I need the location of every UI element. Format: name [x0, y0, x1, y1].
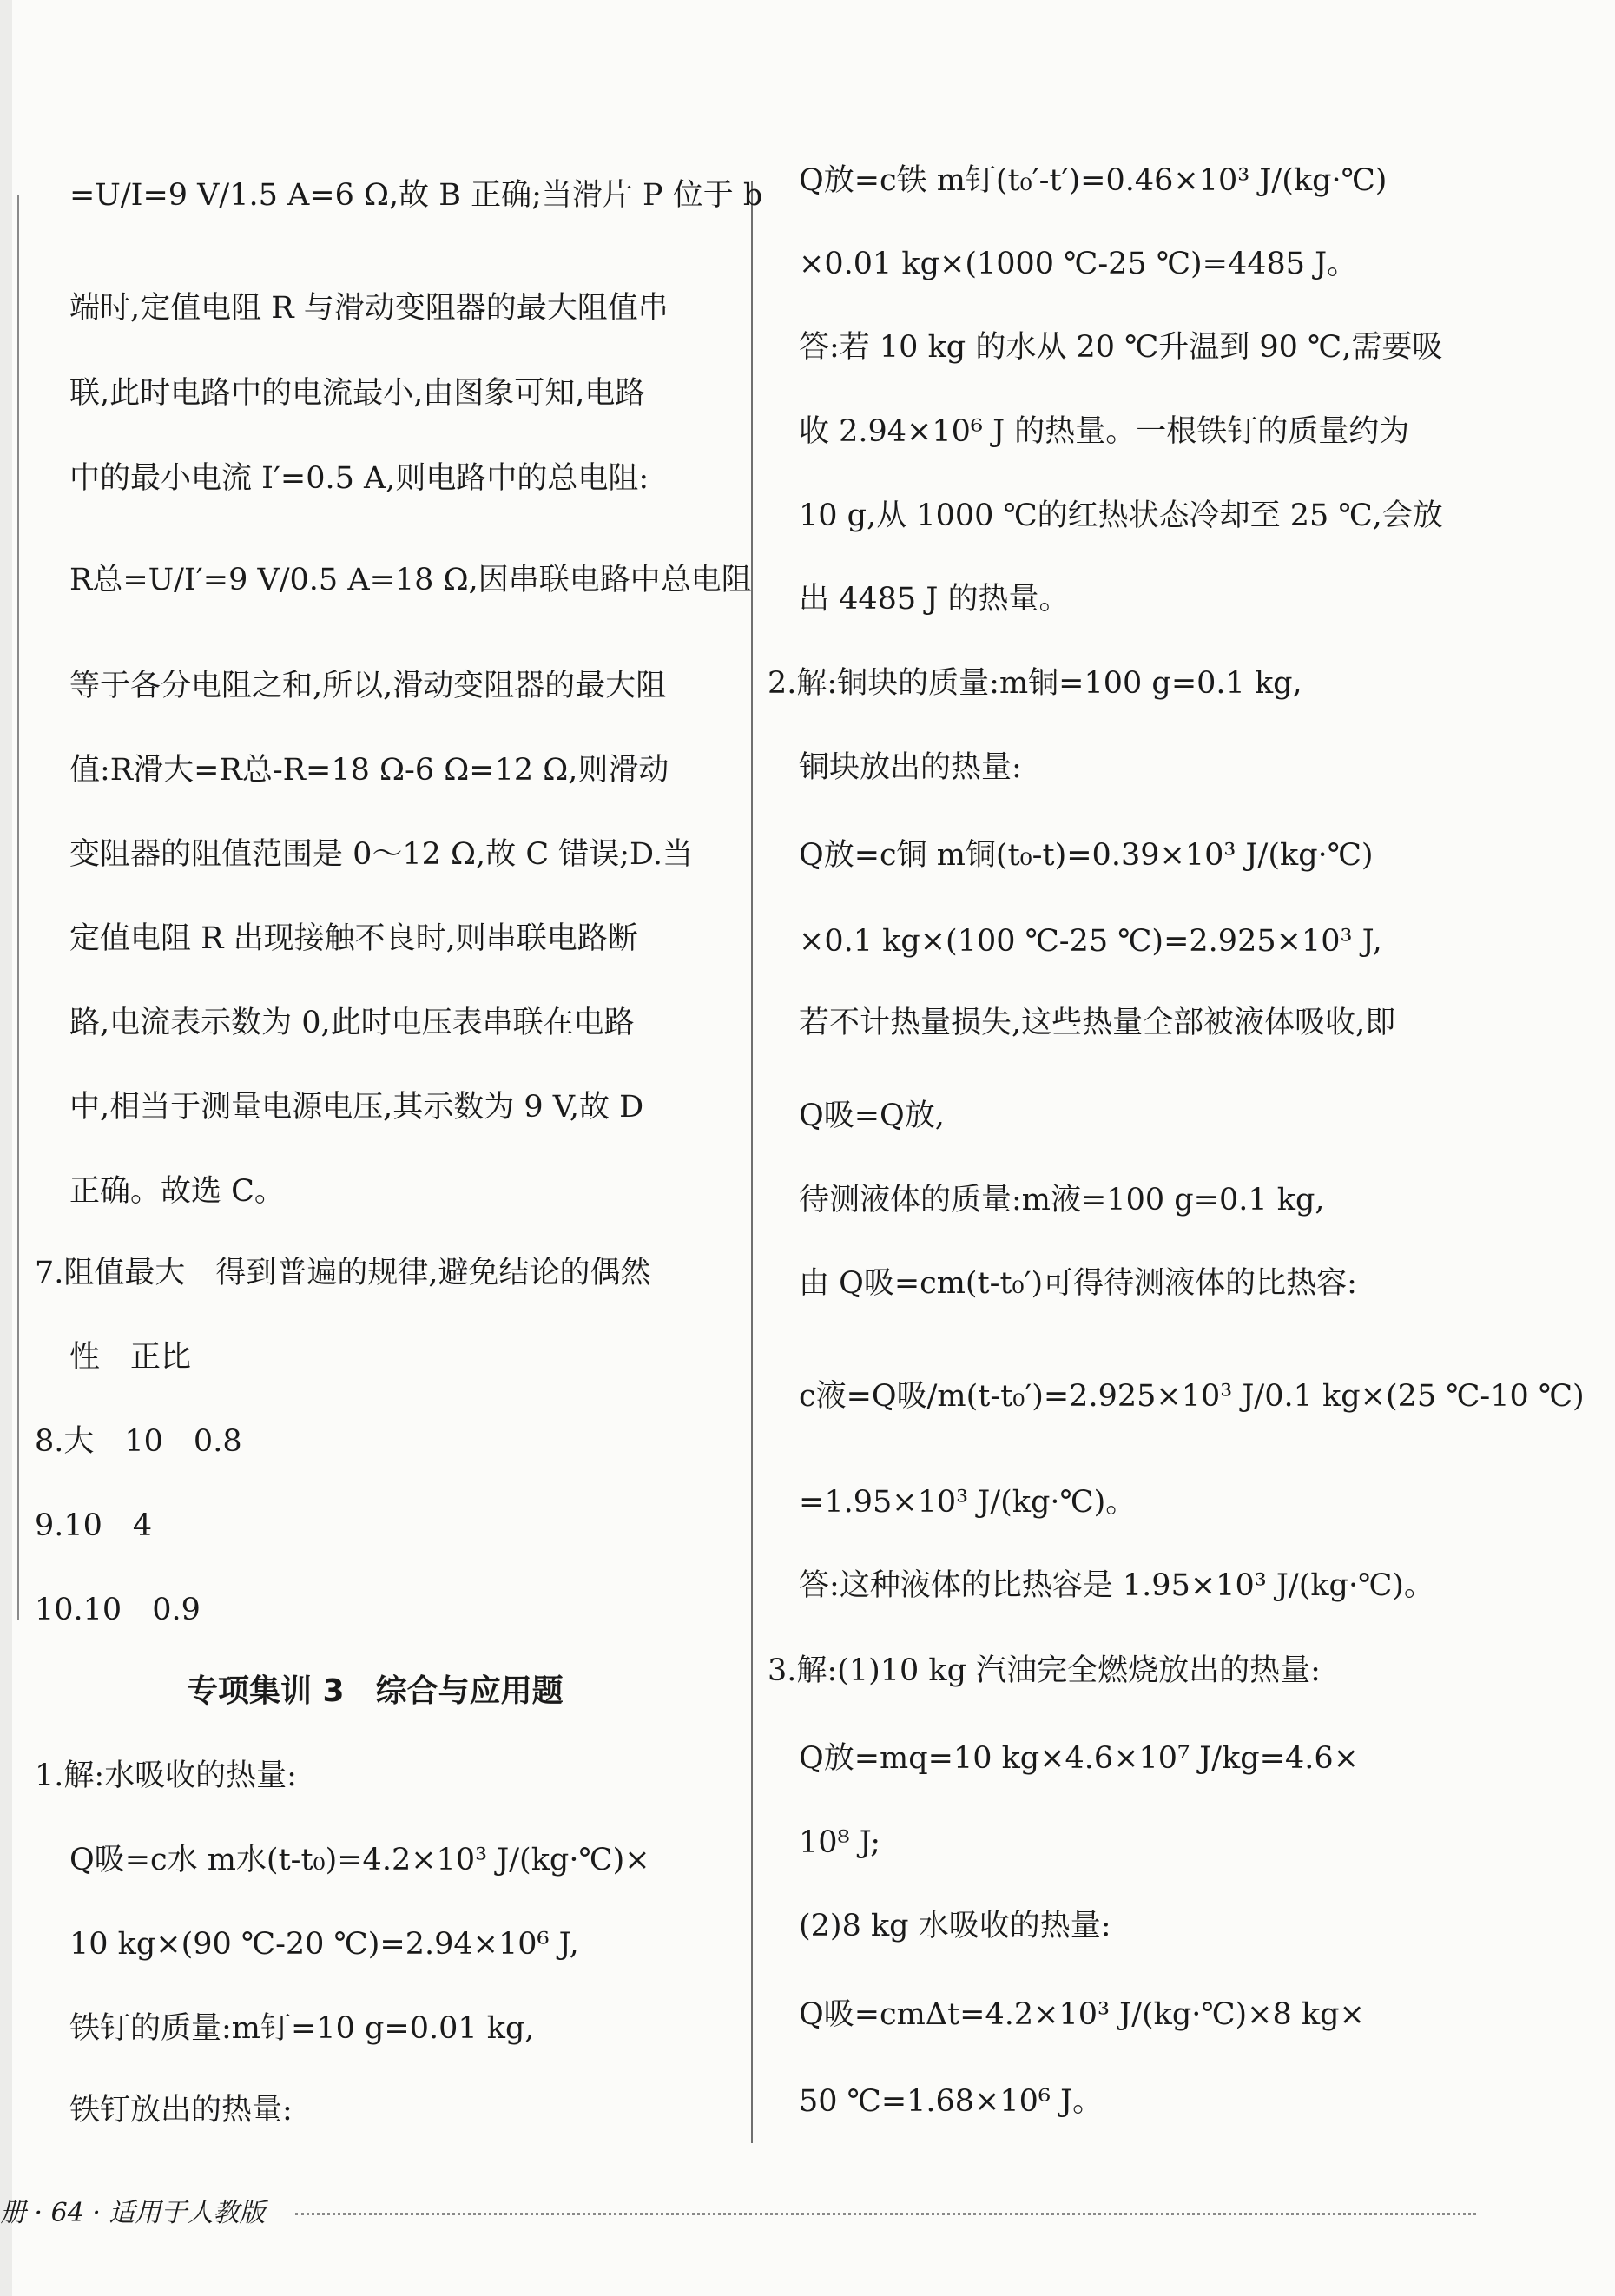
right-column-line: Q放=c铁 m钉(t₀′-t′)=0.46×10³ J/(kg·℃)	[799, 163, 1388, 198]
left-column-line: 8.大 10 0.8	[35, 1424, 242, 1459]
left-column-line: 值:R滑大=R总-R=18 Ω-6 Ω=12 Ω,则滑动	[69, 753, 669, 788]
left-column-line: Q吸=c水 m水(t-t₀)=4.2×10³ J/(kg·℃)×	[69, 1843, 650, 1877]
right-column-line: Q吸=cmΔt=4.2×10³ J/(kg·℃)×8 kg×	[799, 1997, 1365, 2032]
left-column-line: 路,电流表示数为 0,此时电压表串联在电路	[69, 1006, 635, 1040]
right-column-line: 出 4485 J 的热量。	[799, 582, 1070, 617]
right-column-line: 3.解:(1)10 kg 汽油完全燃烧放出的热量:	[768, 1653, 1321, 1688]
right-column-line: 10⁸ J;	[799, 1825, 881, 1860]
page-edge	[0, 0, 12, 2296]
right-column-line: 若不计热量损失,这些热量全部被液体吸收,即	[799, 1006, 1396, 1040]
right-column-line: 答:若 10 kg 的水从 20 ℃升温到 90 ℃,需要吸	[799, 330, 1443, 365]
left-column-line: 定值电阻 R 出现接触不良时,则串联电路断	[69, 921, 638, 956]
left-column-line: 性 正比	[69, 1340, 192, 1375]
right-column-line: 铜块放出的热量:	[799, 750, 1022, 785]
left-column-line: 铁钉的质量:m钉=10 g=0.01 kg,	[69, 2011, 535, 2046]
section-heading: 专项集训 3 综合与应用题	[187, 1673, 564, 1709]
right-column-line: (2)8 kg 水吸收的热量:	[799, 1909, 1111, 1943]
right-column-line: 答:这种液体的比热容是 1.95×10³ J/(kg·℃)。	[799, 1568, 1434, 1603]
right-column-line: 50 ℃=1.68×10⁶ J。	[799, 2084, 1104, 2119]
right-column-line: ×0.1 kg×(100 ℃-25 ℃)=2.925×10³ J,	[799, 924, 1382, 959]
right-column-line: 10 g,从 1000 ℃的红热状态冷却至 25 ℃,会放	[799, 498, 1443, 533]
left-column-line: 7.阻值最大 得到普遍的规律,避免结论的偶然	[35, 1256, 651, 1290]
right-column-line: =1.95×10³ J/(kg·℃)。	[799, 1485, 1137, 1520]
right-column-line: c液=Q吸/m(t-t₀′)=2.925×10³ J/0.1 kg×(25 ℃-10 ℃)	[799, 1379, 1585, 1414]
right-column-line: 由 Q吸=cm(t-t₀′)可得待测液体的比热容:	[799, 1266, 1357, 1301]
right-column-line: Q放=mq=10 kg×4.6×10⁷ J/kg=4.6×	[799, 1741, 1359, 1776]
right-column-line: Q吸=Q放,	[799, 1099, 945, 1133]
right-column-line: ×0.01 kg×(1000 ℃-25 ℃)=4485 J。	[799, 247, 1358, 281]
left-column-line: =U/I=9 V/1.5 A=6 Ω,故 B 正确;当滑片 P 位于 b	[69, 178, 763, 213]
left-column-line: 联,此时电路中的电流最小,由图象可知,电路	[69, 376, 646, 411]
left-column-line: 中的最小电流 I′=0.5 A,则电路中的总电阻:	[69, 461, 649, 496]
right-column-line: 待测液体的质量:m液=100 g=0.1 kg,	[799, 1183, 1325, 1217]
left-column-line: 10.10 0.9	[35, 1593, 201, 1627]
left-column-line: 变阻器的阻值范围是 0～12 Ω,故 C 错误;D.当	[69, 837, 693, 872]
left-margin-rule	[17, 195, 19, 1620]
right-column-line: 2.解:铜块的质量:m铜=100 g=0.1 kg,	[768, 666, 1302, 701]
left-column-line: 1.解:水吸收的热量:	[35, 1758, 297, 1793]
footer-dotted-rule	[295, 2213, 1476, 2215]
left-column-line: 铁钉放出的热量:	[69, 2093, 293, 2128]
left-column-line: 端时,定值电阻 R 与滑动变阻器的最大阻值串	[69, 291, 669, 326]
left-column-line: 中,相当于测量电源电压,其示数为 9 V,故 D	[69, 1090, 644, 1125]
right-column-line: Q放=c铜 m铜(t₀-t)=0.39×10³ J/(kg·℃)	[799, 838, 1374, 873]
column-divider	[751, 181, 753, 2143]
left-column-line: R总=U/I′=9 V/0.5 A=18 Ω,因串联电路中总电阻	[69, 563, 752, 597]
left-column-line: 正确。故选 C。	[69, 1174, 285, 1209]
left-column-line: 9.10 4	[35, 1508, 153, 1543]
right-column-line: 收 2.94×10⁶ J 的热量。一根铁钉的质量约为	[799, 414, 1410, 449]
left-column-line: 等于各分电阻之和,所以,滑动变阻器的最大阻	[69, 669, 667, 703]
page-footer: 册 · 64 · 适用于人教版	[0, 2198, 266, 2228]
left-column-line: 10 kg×(90 ℃-20 ℃)=2.94×10⁶ J,	[69, 1927, 579, 1962]
